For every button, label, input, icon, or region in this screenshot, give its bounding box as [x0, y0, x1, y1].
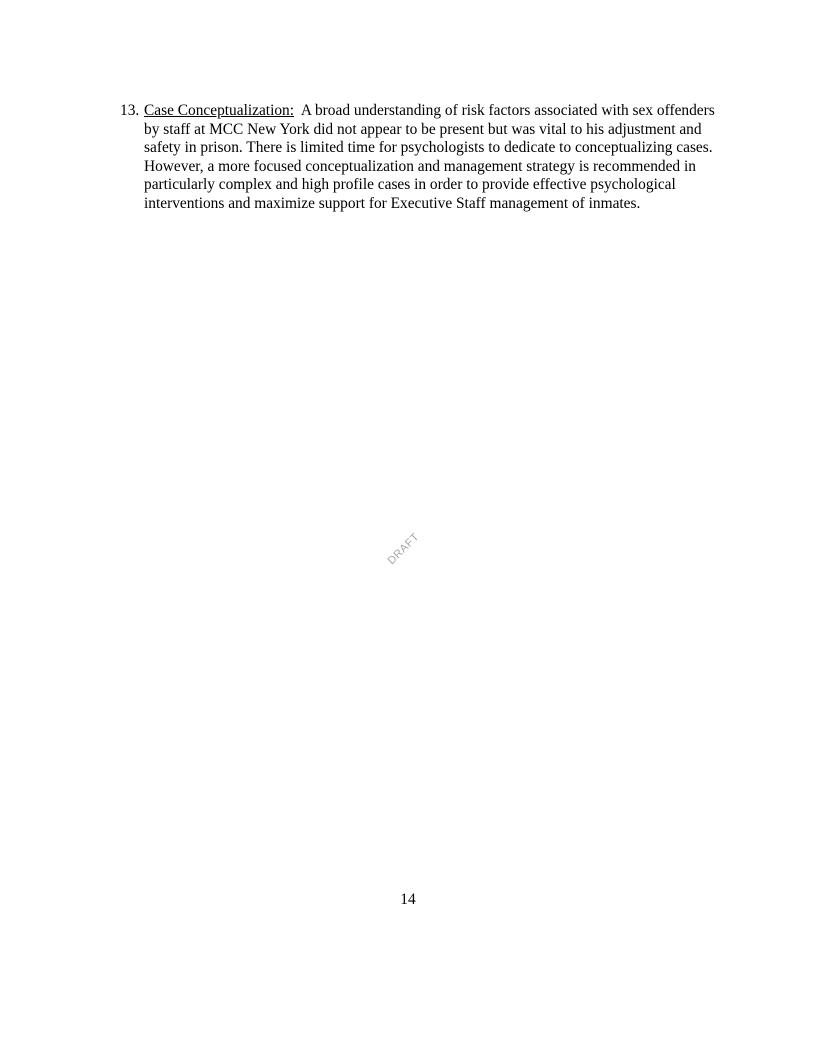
item-number: 13. — [120, 102, 140, 119]
item-text: A broad understanding of risk factors associated with sex offenders by staff at MCC New York did not appear to be present but was vital to his adjustment and safety in prison. There is limited time for psychologists to dedicate to conceptualizing cases. However, a more focused conceptualization and management strategy is recommended in particularly complex and high profile cases in order to provide effective psychological interventions and maximize support for Executive Staff management of inmates. — [144, 102, 715, 212]
item-paragraph — [144, 102, 716, 214]
draft-watermark: DRAFT — [385, 530, 422, 568]
page-number: 14 — [400, 891, 416, 908]
item-heading: Case Conceptualization: — [144, 102, 295, 119]
